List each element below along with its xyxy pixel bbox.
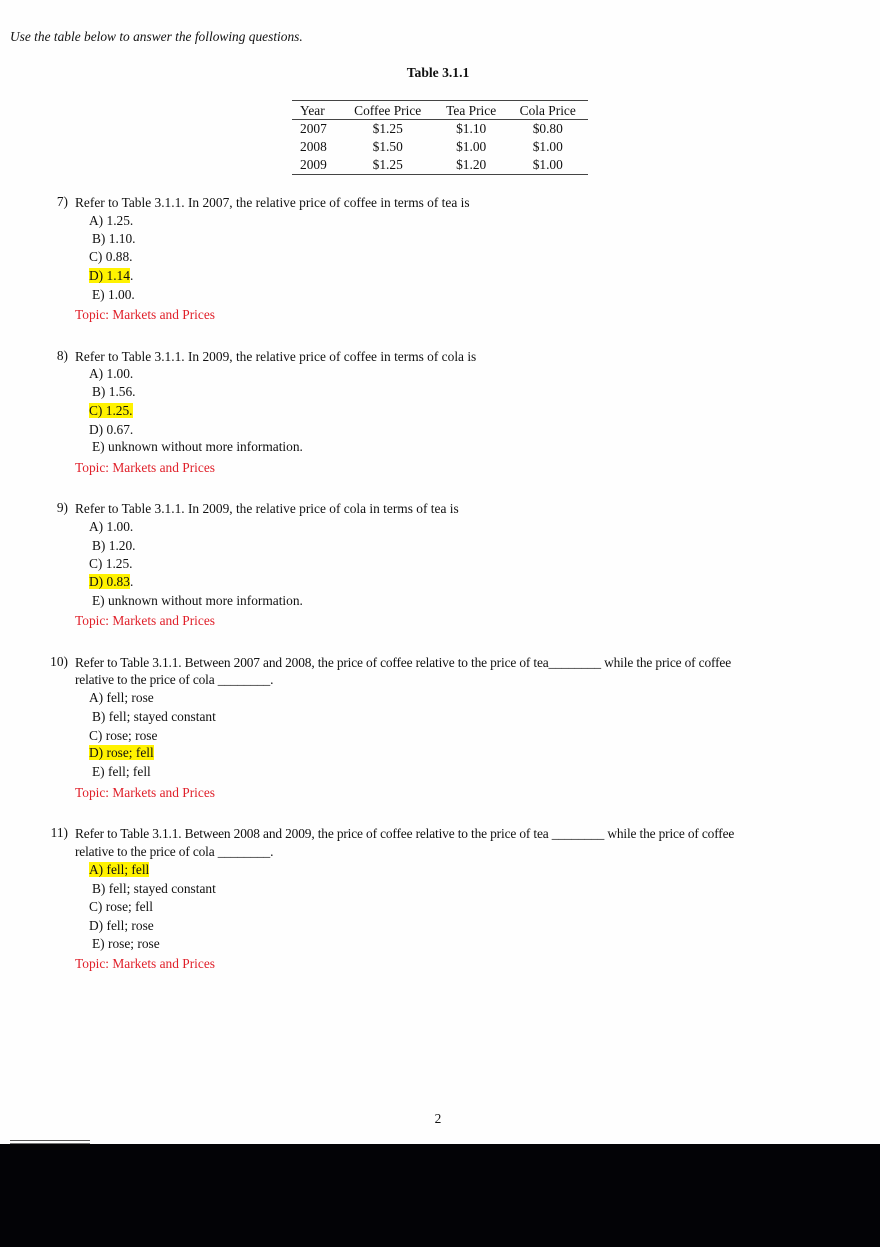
cell-year: 2009 bbox=[300, 157, 327, 172]
option-b: B) fell; stayed constant bbox=[92, 709, 216, 724]
table-title: Table 3.1.1 bbox=[406, 65, 470, 80]
cell-coffee: $1.50 bbox=[372, 139, 403, 154]
question-stem: Refer to Table 3.1.1. In 2007, the relative price of coffee in terms of tea is bbox=[75, 195, 470, 210]
question-stem-line-1: Refer to Table 3.1.1. Between 2008 and 2009, the price of coffee relative to the price of tea ________ while the price of coffee bbox=[75, 826, 735, 841]
table-row bbox=[292, 120, 588, 139]
question-number: 8) bbox=[56, 348, 68, 363]
answer-highlight: C) 1.25. bbox=[89, 403, 133, 418]
topic-label: Topic: Markets and Prices bbox=[75, 785, 215, 800]
column-header-year: Year bbox=[292, 101, 341, 120]
option-e: E) fell; fell bbox=[92, 764, 151, 779]
column-header-cola: Cola Price bbox=[508, 101, 588, 120]
cell-tea: $1.10 bbox=[456, 121, 487, 136]
cell-year: 2008 bbox=[300, 139, 327, 154]
option-d-correct: D) 1.14. bbox=[89, 268, 134, 283]
cell-cola: $1.00 bbox=[532, 157, 563, 172]
cell-cola: $1.00 bbox=[532, 139, 563, 154]
question-stem: Refer to Table 3.1.1. In 2009, the relative price of coffee in terms of cola is bbox=[75, 349, 477, 364]
question-stem-line-2: relative to the price of cola ________. bbox=[75, 672, 274, 687]
option-a: A) fell; rose bbox=[89, 690, 154, 705]
option-c: C) rose; rose bbox=[89, 728, 158, 743]
topic-label: Topic: Markets and Prices bbox=[75, 956, 215, 971]
option-d-correct: D) 0.83. bbox=[89, 574, 134, 589]
answer-highlight: D) 0.83 bbox=[89, 574, 130, 589]
instructions-text: Use the table below to answer the following questions. bbox=[10, 29, 303, 44]
option-a: A) 1.00. bbox=[89, 519, 134, 534]
question-number: 9) bbox=[56, 500, 68, 515]
option-a: A) 1.25. bbox=[89, 213, 134, 228]
table-row bbox=[292, 138, 588, 156]
option-b: B) 1.10. bbox=[92, 231, 136, 246]
table-row bbox=[292, 156, 588, 175]
viewer-footer-bar bbox=[0, 1144, 880, 1247]
question-stem-line-1: Refer to Table 3.1.1. Between 2007 and 2008, the price of coffee relative to the price of tea________ while the price of coffee bbox=[75, 655, 731, 670]
option-a: A) 1.00. bbox=[89, 366, 134, 381]
option-c: C) 0.88. bbox=[89, 249, 133, 264]
answer-highlight: A) fell; fell bbox=[89, 862, 150, 877]
page-number: 2 bbox=[434, 1111, 442, 1126]
cell-tea: $1.20 bbox=[456, 157, 487, 172]
answer-highlight: D) 1.14 bbox=[89, 268, 130, 283]
option-c-correct bbox=[89, 402, 133, 419]
table-header-row bbox=[292, 101, 588, 120]
option-d: D) fell; rose bbox=[89, 918, 154, 933]
option-e: E) unknown without more information. bbox=[92, 593, 303, 608]
cell-coffee: $1.25 bbox=[372, 121, 403, 136]
topic-label: Topic: Markets and Prices bbox=[75, 460, 215, 475]
option-e: E) 1.00. bbox=[92, 287, 135, 302]
option-b: B) 1.20. bbox=[92, 538, 136, 553]
column-header-coffee: Coffee Price bbox=[341, 101, 435, 120]
option-b: B) 1.56. bbox=[92, 384, 136, 399]
topic-label: Topic: Markets and Prices bbox=[75, 307, 215, 322]
question-stem-line-2: relative to the price of cola ________. bbox=[75, 844, 274, 859]
option-e: E) rose; rose bbox=[92, 936, 160, 951]
cell-coffee: $1.25 bbox=[372, 157, 403, 172]
answer-highlight: D) rose; fell bbox=[89, 745, 154, 760]
cell-cola: $0.80 bbox=[532, 121, 563, 136]
option-a-correct bbox=[89, 861, 149, 878]
cell-year: 2007 bbox=[300, 121, 327, 136]
option-d-correct bbox=[89, 744, 154, 761]
price-table bbox=[292, 100, 588, 175]
option-c: C) 1.25. bbox=[89, 556, 133, 571]
topic-label: Topic: Markets and Prices bbox=[75, 613, 215, 628]
question-number: 10) bbox=[50, 654, 68, 669]
option-e: E) unknown without more information. bbox=[92, 439, 303, 454]
column-header-tea: Tea Price bbox=[435, 101, 508, 120]
question-number: 7) bbox=[56, 194, 68, 209]
option-b: B) fell; stayed constant bbox=[92, 881, 216, 896]
option-c: C) rose; fell bbox=[89, 899, 153, 914]
option-d: D) 0.67. bbox=[89, 422, 134, 437]
cell-tea: $1.00 bbox=[456, 139, 487, 154]
question-number: 11) bbox=[50, 825, 68, 840]
question-stem: Refer to Table 3.1.1. In 2009, the relative price of cola in terms of tea is bbox=[75, 501, 459, 516]
